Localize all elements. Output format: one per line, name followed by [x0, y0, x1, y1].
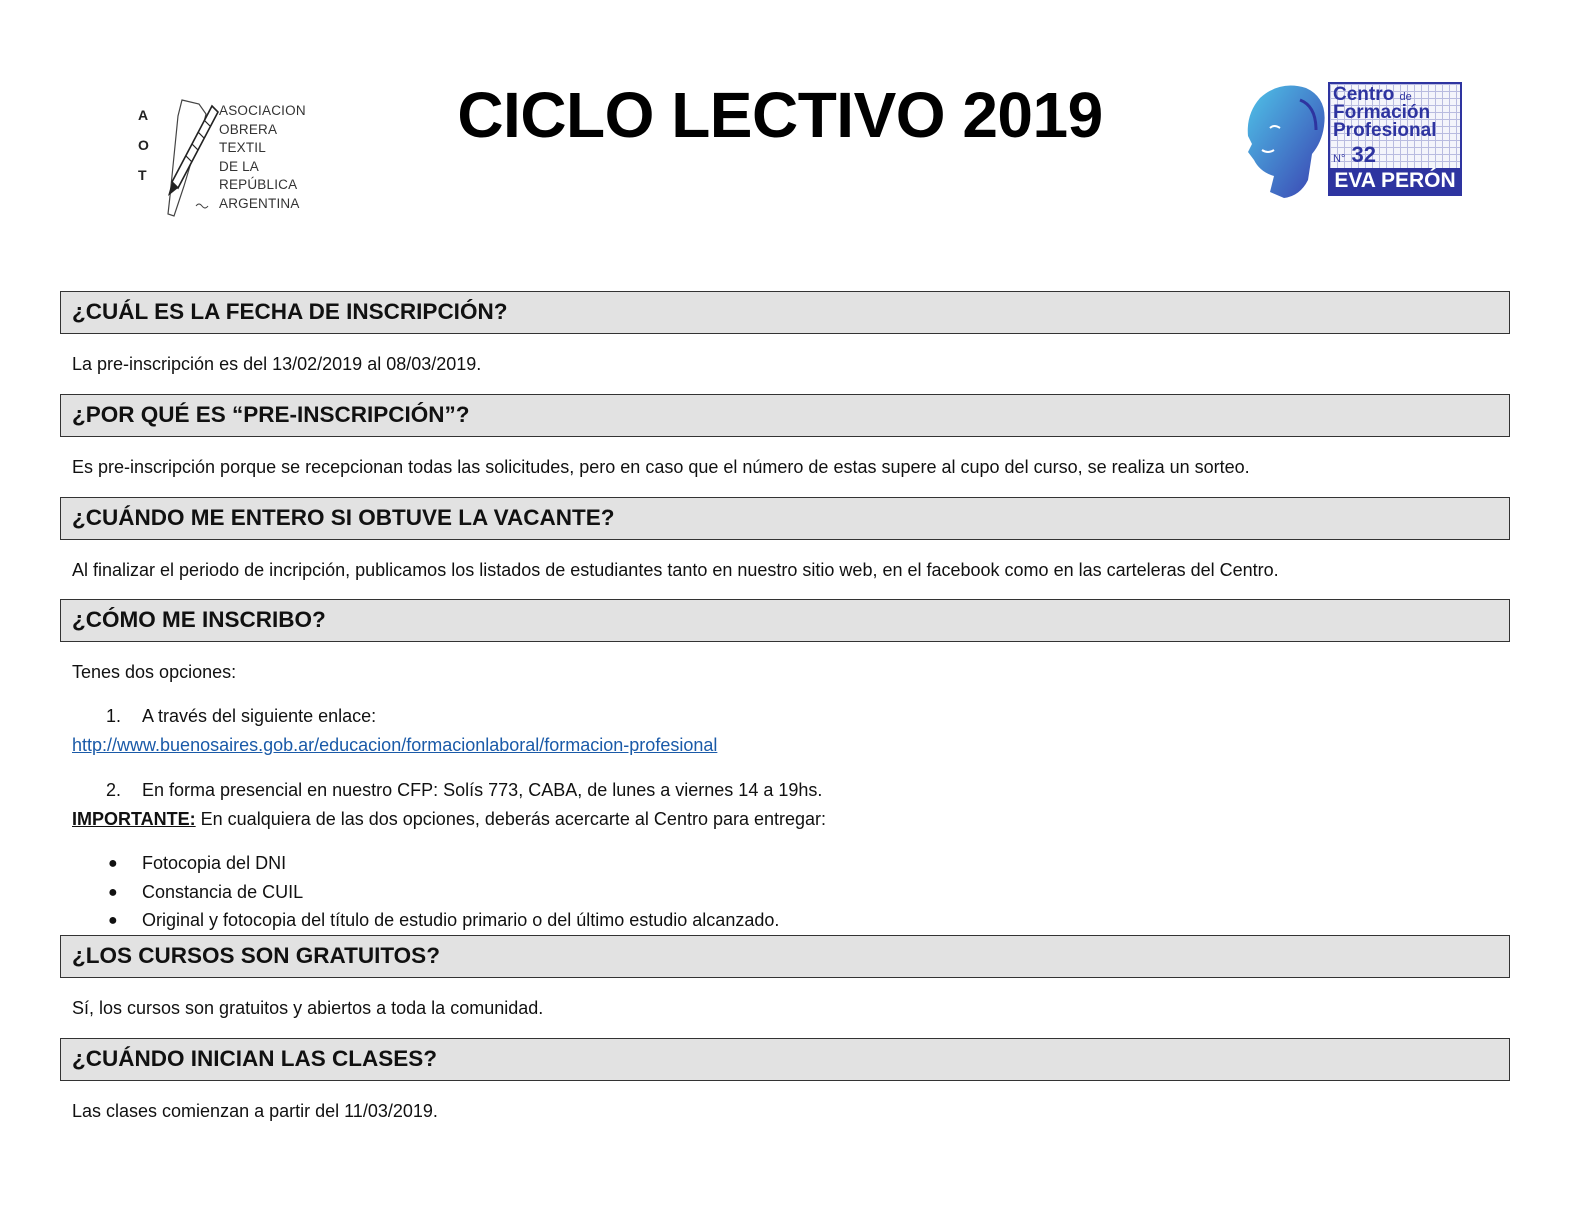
cfp-line-centro: Centro de: [1333, 84, 1412, 105]
important-label: IMPORTANTE:: [72, 809, 196, 829]
aot-name-line: TEXTIL: [219, 140, 266, 155]
aot-name-line: ARGENTINA: [219, 195, 300, 211]
section-body-fecha: La pre-inscripción es del 13/02/2019 al 08/03/2019.: [72, 354, 482, 374]
cfp-line-profesional: Profesional: [1333, 120, 1437, 141]
bullet-icon: ●: [108, 855, 118, 872]
registration-link[interactable]: http://www.buenosaires.gob.ar/educacion/formacionlaboral/formacion-profesional: [72, 735, 718, 755]
aot-name-line: DE LA: [219, 158, 260, 174]
requirement-item: Fotocopia del DNI: [142, 853, 287, 873]
option-1-number: 1.: [106, 706, 122, 726]
section-body-gratuitos: Sí, los cursos son gratuitos y abiertos a toda la comunidad.: [72, 998, 544, 1018]
option-1-text: A través del siguiente enlace:: [142, 706, 377, 726]
aot-letter-o: O: [138, 137, 149, 153]
section-heading-clases: ¿CUÁNDO INICIAN LAS CLASES?: [60, 1038, 1510, 1081]
section-heading-vacante: ¿CUÁNDO ME ENTERO SI OBTUVE LA VACANTE?: [60, 497, 1510, 540]
option-2-text: En forma presencial en nuestro CFP: Solís 773, CABA, de lunes a viernes 14 a 19hs.: [142, 780, 823, 800]
bullet-icon: ●: [108, 912, 118, 929]
cfp-line-number: N° 32: [1333, 142, 1376, 167]
option-2-number: 2.: [106, 780, 122, 800]
aot-letter-a: A: [138, 107, 149, 123]
cfp-band-text: EVA PERÓN: [1334, 169, 1456, 192]
section-heading-inscripcion: ¿CÓMO ME INSCRIBO?: [60, 599, 1510, 642]
bullet-icon: ●: [108, 884, 118, 901]
aot-name-line: REPÚBLICA: [219, 177, 298, 192]
important-text: En cualquiera de las dos opciones, deberás acercarte al Centro para entregar:: [195, 809, 827, 829]
section-heading-fecha: ¿CUÁL ES LA FECHA DE INSCRIPCIÓN?: [60, 291, 1510, 334]
cfp-line-formacion: Formación: [1333, 102, 1431, 123]
aot-logo: [134, 96, 324, 226]
section-body-vacante: Al finalizar el periodo de incripción, publicamos los listados de estudiantes tanto en nuestro sitio web, en el facebook como en las carteleras del Centro.: [72, 560, 1279, 580]
important-note: [72, 808, 826, 830]
cfp-logo: [1240, 78, 1470, 203]
aot-name-line: ASOCIACION: [219, 103, 306, 118]
requirement-item: Original y fotocopia del título de estudio primario o del último estudio alcanzado.: [142, 910, 780, 930]
requirement-item: Constancia de CUIL: [142, 882, 304, 902]
inscripcion-intro: Tenes dos opciones:: [72, 662, 237, 682]
section-body-clases: Las clases comienzan a partir del 11/03/2019.: [72, 1101, 438, 1121]
page-title: CICLO LECTIVO 2019: [457, 79, 1103, 151]
cfp-name-box: [1328, 82, 1462, 196]
eva-peron-portrait-icon: [1240, 80, 1332, 200]
cfp-band: [1330, 168, 1460, 194]
section-heading-preinscripcion: ¿POR QUÉ ES “PRE-INSCRIPCIÓN”?: [60, 394, 1510, 437]
argentina-map-pen-icon: [144, 96, 224, 221]
aot-letter-t: T: [138, 167, 147, 183]
section-body-preinscripcion: Es pre-inscripción porque se recepcionan todas las solicitudes, pero en caso que el número de estas supere al cupo del curso, se realiza un sorteo.: [72, 457, 1250, 477]
aot-name: [219, 102, 306, 213]
section-heading-gratuitos: ¿LOS CURSOS SON GRATUITOS?: [60, 935, 1510, 978]
aot-name-line: OBRERA: [219, 121, 278, 137]
